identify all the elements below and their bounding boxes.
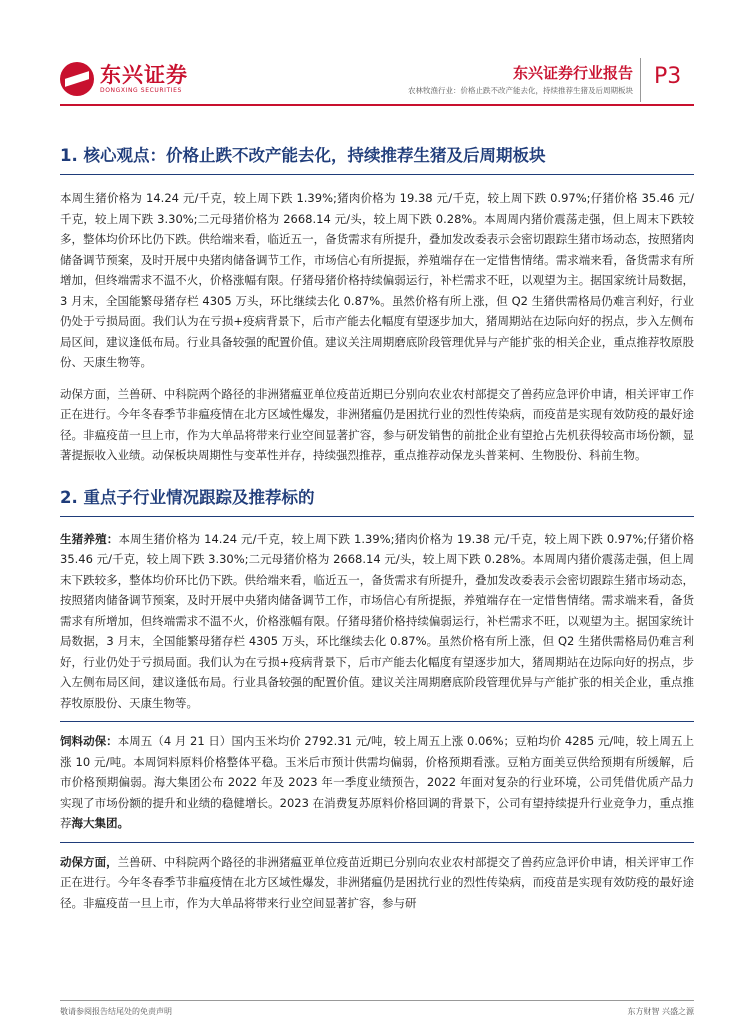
paragraph-text: 本周五（4 月 21 日）国内玉米均价 2792.31 元/吨，较上周五上涨 0.06%；豆粕均价 4285 元/吨，较上周五上涨 10 元/吨。本周饲料原料价格整体平稳。玉米后市预计供需均偏弱，价格预期看涨。豆粕方面美豆供给预期有所缓解，后市价格预期偏弱。海大集团公布 2022 年及 2023 年一季度业绩预告，2022 年面对复杂的行业环境，公司凭借优质产品力实现了市场份额的提升和业绩的稳健增长。2023 在消费复苏原料价格回调的背景下，公司有望持续提升行业竞争力，重点推荐 [60,734,695,830]
company-logo [60,62,188,96]
paragraph-pig-farming [60,517,694,723]
section-subindustry-tracking [60,488,694,922]
paragraph-text: 兰兽研、中科院两个路径的非洲猪瘟亚单位疫苗近期已分别向农业农村部提交了兽药应急评价申请，相关评审工作正在进行。今年冬春季节非瘟疫情在北方区域性爆发，非洲猪瘟仍是困扰行业的烈性传染病，而疫苗是实现有效防疫的最好途径。非瘟疫苗一旦上市，作为大单品将带来行业空间显著扩容，参与研 [60,854,694,910]
section-core-view [60,146,694,466]
report-subtitle: 农林牧渔行业：价格止跌不改产能去化，持续推荐生猪及后周期板块 [408,86,633,95]
section1-paragraph: 动保方面，兰兽研、中科院两个路径的非洲猪瘟亚单位疫苗近期已分别向农业农村部提交了兽药应急评价申请，相关评审工作正在进行。今年冬春季节非瘟疫情在北方区域性爆发，非洲猪瘟仍是困扰行业的烈性传染病，而疫苗是实现有效防疫的最好途径。非瘟疫苗一旦上市，作为大单品将带来行业空间显著扩容，参与研发销售的前批企业有望抢占先机获得较高市场份额，显著提振收入业绩。动保板块周期性与变革性并存，持续强烈推荐，重点推荐动保龙头普莱柯、生物股份、科前生物。 [60,386,694,462]
paragraph-lead: 饲料动保： [60,734,118,748]
section1-paragraph: 本周生猪价格为 14.24 元/千克，较上周下跌 1.39%;猪肉价格为 19.38 元/千克，较上周下跌 0.97%;仔猪价格 35.46 元/千克，较上周下跌 3.30%;二元母猪价格为 2668.14 元/头，较上周下跌 0.28%。本周周内猪价震荡走强，但上周末下跌较多，整体均价环比仍下跌。供给端来看，临近五一，备货需求有所提升，叠加发改委表示会密切跟踪生猪市场动态，按照猪肉储备调节预案，及时开展中央猪肉储备调节工作，市场信心有所提振，养殖端存在一定惜售情绪。需求端来看，备货需求有所增加，但终端需求不温不火，价格涨幅有限。仔猪母猪价格持续偏弱运行，补栏需求不旺，以观望为主。据国家统计局数据，3 月末，全国能繁母猪存栏 4305 万头，环比继续去化 0.87%。虽然价格有所上涨，但 Q2 生猪供需格局仍难言利好，行业仍处于亏损局面。我们认为在亏损+疫病背景下，后市产能去化幅度有望逐步加大，猪周期站在边际向好的拐点，步入左侧布局区间，建议逢低布局。行业具备较强的配置价值。建议关注周期磨底阶段管理优异与产能扩张的相关企业，重点推荐牧原股份、天康生物等。 [60,191,694,369]
page-number: P3 [654,64,682,89]
logo-cn-text: 东兴证券 [100,63,188,87]
logo-en-text: DONGXING SECURITIES [100,87,182,94]
header-divider [640,58,641,102]
report-type: 东兴证券行业报告 [512,64,633,82]
footer-disclaimer: 敬请参阅报告结尾处的免责声明 [60,1007,172,1016]
section1-heading: 1. 核心观点：价格止跌不改产能去化，持续推荐生猪及后周期板块 [60,146,694,175]
main-content [60,146,694,921]
paragraph-feed [60,722,694,843]
paragraph-highlight: 海大集团。 [71,816,129,830]
header-rule [60,104,694,106]
paragraph-lead: 生猪养殖： [60,531,119,546]
paragraph-lead: 动保方面， [60,854,118,869]
paragraph-animal-health [60,843,694,922]
paragraph-text: 本周生猪价格为 14.24 元/千克，较上周下跌 1.39%;猪肉价格为 19.38 元/千克，较上周下跌 0.97%;仔猪价格 35.46 元/千克，较上周下跌 3.30%;二元母猪价格为 2668.14 元/头，较上周下跌 0.28%。本周周内猪价震荡走强，但上周末下跌较多，整体均价环比仍下跌。供给端来看，临近五一，备货需求有所提升，叠加发改委表示会密切跟踪生猪市场动态，按照猪肉储备调节预案，及时开展中央猪肉储备调节工作，市场信心有所提振，养殖端存在一定惜售情绪。需求端来看，备货需求有所增加，但终端需求不温不火，价格涨幅有限。仔猪母猪价格持续偏弱运行，补栏需求不旺，以观望为主。据国家统计局数据，3 月末，全国能繁母猪存栏 4305 万头，环比继续去化 0.87%。虽然价格有所上涨，但 Q2 生猪供需格局仍难言利好，行业仍处于亏损局面。我们认为在亏损+疫病背景下，后市产能去化幅度有望逐步加大，猪周期站在边际向好的拐点，步入左侧布局区间，建议逢低布局。行业具备较强的配置价值。建议关注周期磨底阶段管理优异与产能扩张的相关企业，重点推荐牧原股份、天康生物等。 [60,531,695,710]
page-footer [60,1000,694,1017]
footer-slogan: 东方财智 兴盛之源 [627,1007,694,1016]
section2-heading: 2. 重点子行业情况跟踪及推荐标的 [60,488,694,517]
dongxing-logo-icon [60,62,94,96]
